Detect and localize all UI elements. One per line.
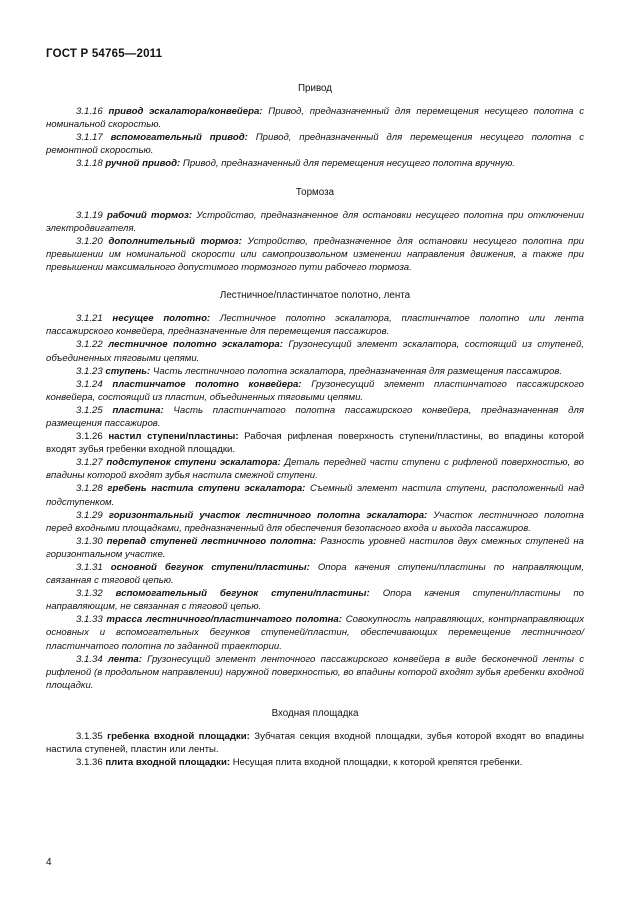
item-number: 3.1.29 xyxy=(76,509,103,521)
item-text: Съемный элемент настила ступени, расположенный над подступенком. xyxy=(46,483,584,508)
item-term: настил ступени/пластины: xyxy=(108,431,239,443)
item-term: гребень настила ступени эскалатора: xyxy=(107,483,306,495)
item-text: Грузонесущий элемент пластинчатого пассажирского конвейера, состоящий из пластин, объединенных тяговыми цепями. xyxy=(46,378,584,403)
item-number: 3.1.30 xyxy=(76,535,103,547)
item-number: 3.1.26 xyxy=(76,431,103,443)
item-term: ступень: xyxy=(105,365,151,377)
definition-item xyxy=(46,157,584,170)
item-text: Зубчатая секция входной площадки, зубья которой входят во впадины настила ступеней, пластин или ленты. xyxy=(46,731,584,756)
definition-item xyxy=(46,587,584,613)
item-number: 3.1.32 xyxy=(76,588,103,600)
item-term: подступенок ступени эскалатора: xyxy=(106,457,281,469)
item-term: плита входной площадки: xyxy=(105,757,231,769)
item-text: Совокупность направляющих, контрнаправляющих основных и вспомогательных бегунков ступеней/пластин, обеспечивающих перемещение лестничного/пластинчатого полотна по заданной траектории. xyxy=(46,614,585,652)
definition-item xyxy=(46,653,584,692)
definition-item xyxy=(46,312,584,338)
item-text: Лестничное полотно эскалатора, пластинчатое полотно или лента пассажирского конвейера, предназначенные для перемещения пассажиров. xyxy=(46,313,584,338)
definition-item xyxy=(46,561,584,587)
definition-item xyxy=(46,430,584,456)
definition-item xyxy=(46,365,584,378)
item-term: основной бегунок ступени/пластины: xyxy=(110,562,310,573)
definition-item xyxy=(46,105,584,131)
item-number: 3.1.19 xyxy=(76,209,103,221)
item-number: 3.1.27 xyxy=(76,457,103,469)
item-number: 3.1.23 xyxy=(76,365,103,377)
item-number: 3.1.24 xyxy=(76,378,103,390)
definition-item xyxy=(46,509,584,535)
item-number: 3.1.34 xyxy=(76,653,103,665)
item-number: 3.1.22 xyxy=(76,339,103,351)
item-number: 3.1.17 xyxy=(76,132,103,144)
item-number: 3.1.21 xyxy=(76,313,103,325)
item-text: Разность уровней настилов двух смежных ступеней на горизонтальном участке. xyxy=(46,535,584,560)
item-text: Часть лестничного полотна эскалатора, предназначенная для размещения пассажиров. xyxy=(152,365,563,377)
definition-item xyxy=(46,535,584,561)
item-term: привод эскалатора/конвейера: xyxy=(108,106,263,118)
section-title: Привод xyxy=(297,83,332,94)
item-term: горизонтальный участок лестничного полотна эскалатора: xyxy=(108,509,428,521)
item-term: вспомогательный привод: xyxy=(110,132,248,144)
item-text: Привод, предназначенный для перемещения несущего полотна вручную. xyxy=(182,158,515,170)
definition-item xyxy=(46,378,584,404)
item-text: Несущая плита входной площадки, к которой крепятся гребенки. xyxy=(232,757,523,769)
section-title: Лестничное/пластинчатое полотно, лента xyxy=(219,290,411,302)
section-title: Тормоза xyxy=(295,186,335,198)
item-term: дополнительный тормоз: xyxy=(108,235,242,247)
item-term: гребенка входной площадки: xyxy=(107,731,250,743)
item-term: пластинчатое полотно конвейера: xyxy=(112,378,302,390)
item-number: 3.1.36 xyxy=(76,757,103,769)
definition-item xyxy=(46,730,584,756)
definition-item xyxy=(46,456,584,482)
item-term: вспомогательный бегунок ступени/пластины: xyxy=(115,588,370,600)
item-number: 3.1.31 xyxy=(76,562,103,573)
definition-item xyxy=(46,613,584,652)
document-code: ГОСТ Р 54765—2011 xyxy=(46,48,163,60)
item-text: Устройство, предназначенное для остановки несущего полотна при отключении электродвигателя. xyxy=(46,209,584,234)
item-text: Участок лестничного полотна перед входными площадками, предназначенный для обеспечения безопасного входа и выхода пассажиров. xyxy=(46,509,584,534)
section-step-band xyxy=(46,289,584,692)
item-text: Рабочая рифленая поверхность ступени/пластины, во впадины которой входят зубья гребенки входной площадки. xyxy=(46,431,584,456)
item-text: Привод, предназначенный для перемещения несущего полотна с ремонтной скоростью. xyxy=(46,132,585,157)
document-body xyxy=(46,82,584,784)
item-text: Грузонесущий элемент эскалатора, состоящий из ступеней, объединенных тяговыми цепями. xyxy=(46,339,584,364)
item-number: 3.1.18 xyxy=(76,158,103,170)
item-text: Опора качения ступени/пластины по направляющим, связанная с тяговой цепью. xyxy=(46,562,585,587)
item-term: ручной привод: xyxy=(105,158,181,170)
item-number: 3.1.28 xyxy=(76,483,103,495)
page-number: 4 xyxy=(46,857,52,868)
item-term: трасса лестничного/пластинчатого полотна: xyxy=(106,614,342,626)
item-term: рабочий тормоз: xyxy=(106,209,193,221)
section-brakes xyxy=(46,186,584,275)
definition-item xyxy=(46,209,584,235)
item-text: Грузонесущий элемент ленточного пассажирского конвейера в виде бесконечной ленты с рифленой (в продольном направлении) наружной поверхностью, во впадины которой входят зубья гребенки входной площадки. xyxy=(46,653,585,691)
item-text: Опора качения ступени/пластины по направляющим, не связанная с тяговой цепью. xyxy=(46,588,585,613)
section-drive xyxy=(46,82,584,171)
section-landing xyxy=(46,707,584,769)
definition-item xyxy=(46,235,584,274)
definition-item xyxy=(46,131,584,157)
item-number: 3.1.25 xyxy=(76,404,103,416)
definition-item xyxy=(46,338,584,364)
section-title: Входная площадка xyxy=(271,707,359,719)
item-number: 3.1.16 xyxy=(76,106,103,118)
item-text: Устройство, предназначенное для остановки несущего полотна при превышении им номинальной скорости или самопроизвольном изменении направления движения, а также при превышении максимального допустимого тормозного пути рабочего тормоза. xyxy=(46,235,585,274)
item-term: лента: xyxy=(107,653,142,665)
item-term: лестничное полотно эскалатора: xyxy=(108,339,283,351)
item-text: Деталь передней части ступени с рифленой поверхностью, во впадины которой входят зубья настила смежной ступени. xyxy=(46,457,585,482)
item-term: несущее полотно: xyxy=(112,313,211,325)
item-term: пластина: xyxy=(112,404,164,416)
item-text: Часть пластинчатого полотна пассажирского конвейера, предназначенная для размещения пассажиров. xyxy=(46,404,585,429)
definition-item xyxy=(46,482,584,508)
item-text: Привод, предназначенный для перемещения несущего полотна с номинальной скоростью. xyxy=(46,106,584,131)
definition-item xyxy=(46,756,584,769)
item-number: 3.1.20 xyxy=(76,235,103,247)
item-term: перепад ступеней лестничного полотна: xyxy=(106,535,317,547)
item-number: 3.1.35 xyxy=(76,731,103,743)
definition-item xyxy=(46,404,584,430)
item-number: 3.1.33 xyxy=(76,614,103,626)
